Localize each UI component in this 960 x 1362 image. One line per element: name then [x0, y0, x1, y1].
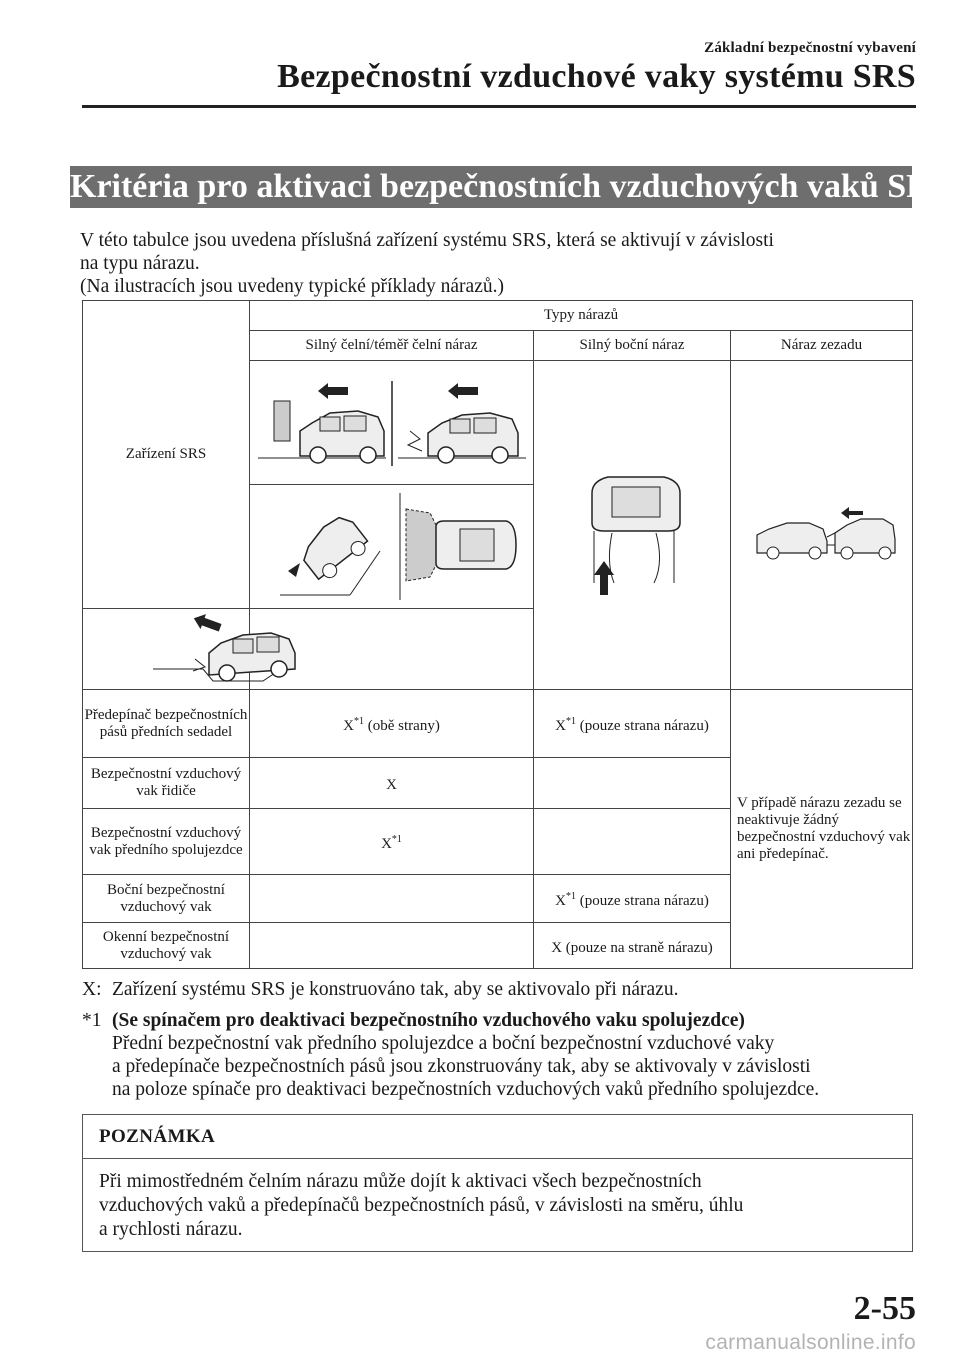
x-mark: X [343, 717, 355, 734]
device-seatbelt-pretensioner: Předepínač bezpečnostních pásů předních sedadel [83, 690, 250, 758]
cell-frontal-curtain-airbag [250, 923, 534, 969]
legend-x-text: Zařízení systému SRS je konstruováno tak, aby se aktivovalo při nárazu. [112, 979, 679, 1000]
srs-activation-table [82, 300, 913, 969]
section-banner: Kritéria pro aktivaci bezpečnostních vzduchových vaků SRS [70, 166, 912, 208]
page-number: 2-55 [853, 1290, 916, 1327]
legend-footnote-line: na poloze spínače pro deaktivaci bezpečnostních vzduchových vaků předního spolujezdce. [112, 1079, 820, 1100]
x-mark: X [551, 939, 563, 956]
footnote-ref: *1 [566, 715, 576, 727]
device-side-airbag: Boční bezpečnostní vzduchový vak [83, 875, 250, 923]
cell-frontal-side-airbag [250, 875, 534, 923]
cell-note: (obě strany) [364, 717, 440, 734]
cell-side-driver-airbag [534, 758, 731, 809]
table-legend [82, 978, 922, 1101]
footnote-ref: *1 [354, 715, 365, 727]
column-header-side: Silný boční náraz [534, 331, 731, 361]
rear-impact-note: V případě nárazu zezadu se neaktivuje žádný bezpečnostní vzduchový vak ani předepínač. [731, 690, 913, 969]
side-impact-illustration [534, 361, 731, 690]
note-line: Při mimostředném čelním nárazu může dojít k aktivaci všech bezpečnostních [99, 1171, 702, 1192]
cell-side-pretensioner [534, 690, 731, 758]
legend-footnote-title: (Se spínačem pro deaktivaci bezpečnostního vzduchového vaku spolujezdce) [112, 1010, 745, 1031]
srs-device-header: Zařízení SRS [83, 301, 250, 609]
cell-frontal-driver-airbag [250, 758, 534, 809]
note-title: POZNÁMKA [83, 1115, 912, 1159]
footnote-ref: *1 [566, 890, 576, 902]
legend-x-key: X: [82, 979, 102, 1000]
cell-side-curtain-airbag [534, 923, 731, 969]
x-mark: X [555, 717, 566, 734]
note-line: vzduchových vaků a předepínačů bezpečnostních pásů, v závislosti na směru, úhlu [99, 1195, 744, 1216]
intro-line: na typu nárazu. [80, 253, 200, 274]
cell-frontal-pretensioner [250, 690, 534, 758]
note-line: a rychlosti nárazu. [99, 1219, 243, 1240]
rear-impact-illustration [731, 361, 913, 690]
legend-footnote-line: a předepínače bezpečnostních pásů jsou zkonstruovány tak, aby se aktivovaly v závislosti [112, 1056, 811, 1077]
legend-footnote-line: Přední bezpečnostní vak předního spolujezdce a boční bezpečnostní vzduchové vaky [112, 1033, 775, 1054]
impact-types-header: Typy nárazů [250, 301, 913, 331]
intro-line: V této tabulce jsou uvedena příslušná zařízení systému SRS, která se aktivují v závislosti [80, 230, 774, 251]
note-text [99, 1170, 900, 1242]
column-header-rear: Náraz zezadu [731, 331, 913, 361]
device-curtain-airbag: Okenní bezpečnostní vzduchový vak [83, 923, 250, 969]
watermark-text: carmanualsonline.info [705, 1331, 916, 1354]
intro-line: (Na ilustracích jsou uvedeny typické příklady nárazů.) [80, 276, 504, 297]
x-mark: X [381, 835, 392, 852]
cell-frontal-passenger-airbag [250, 809, 534, 875]
frontal-impact-illustration-1 [250, 361, 534, 485]
device-driver-airbag: Bezpečnostní vzduchový vak řidiče [83, 758, 250, 809]
device-passenger-airbag: Bezpečnostní vzduchový vak předního spolujezdce [83, 809, 250, 875]
column-header-frontal: Silný čelní/téměř čelní náraz [250, 331, 534, 361]
frontal-impact-illustration-3 [83, 609, 250, 690]
intro-paragraph [80, 229, 920, 298]
footnote-ref: *1 [391, 833, 402, 845]
x-mark: X [555, 892, 566, 909]
note-box [82, 1114, 913, 1252]
frontal-impact-illustration-2 [250, 485, 534, 609]
cell-side-passenger-airbag [534, 809, 731, 875]
x-mark: X [386, 777, 397, 793]
cell-note: (pouze strana nárazu) [576, 892, 709, 909]
section-title: Základní bezpečnostní vybavení [704, 40, 916, 56]
legend-footnote-key: *1 [82, 1010, 102, 1031]
cell-note: (pouze na straně nárazu) [562, 939, 713, 956]
cell-note: (pouze strana nárazu) [576, 717, 709, 734]
header-rule [82, 105, 916, 108]
page-title: Bezpečnostní vzduchové vaky systému SRS [277, 58, 916, 95]
cell-side-side-airbag [534, 875, 731, 923]
